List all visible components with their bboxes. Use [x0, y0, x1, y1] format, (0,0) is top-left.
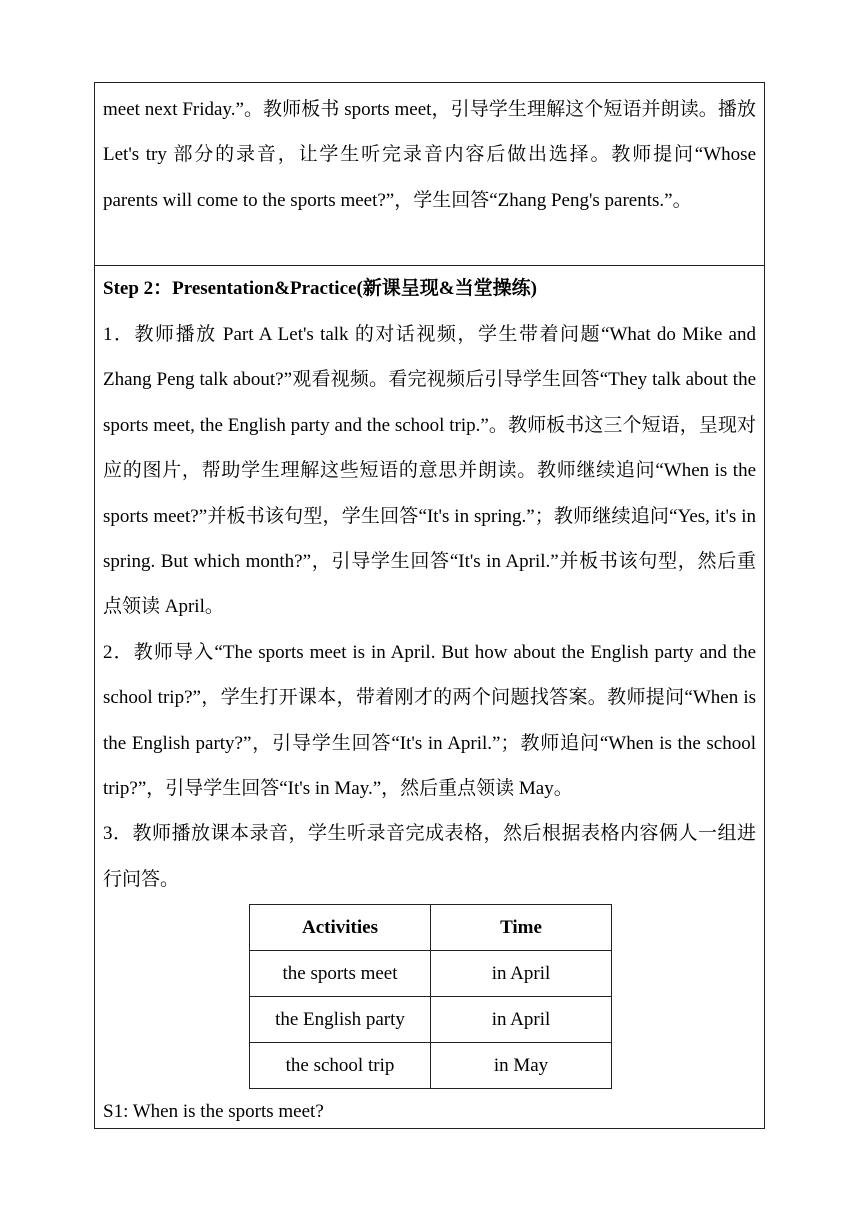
table-header-row: [250, 905, 612, 951]
step2-paragraph-2: 2．教师导入“The sports meet is in April. But how about the English party and the school trip?”，学生打开课本，带着刚才的两个问题找答案。教师提问“When is the English party?”，引导学生回答“It's in April.”；教师追问“When is the school trip?”，引导学生回答“It's in May.”，然后重点领读 May。: [103, 641, 756, 800]
table-row: [250, 951, 612, 997]
activities-time-table: [249, 904, 612, 1089]
step2-heading: Step 2：Presentation&Practice(新课呈现&当堂操练): [103, 278, 537, 299]
lesson-plan-table: [94, 82, 765, 1129]
time-cell: in April: [431, 997, 612, 1043]
step2-cell: [95, 266, 764, 1128]
table-row: [250, 997, 612, 1043]
previous-step-cell: [95, 83, 764, 266]
step2-paragraph-1: 1．教师播放 Part A Let's talk 的对话视频，学生带着问题“What do Mike and Zhang Peng talk about?”观看视频。看完视频后引导学生回答“They talk about the sports meet, the English party and the school trip.”。教师板书这三个短语，呈现对应的图片，帮助学生理解这些短语的意思并朗读。教师继续追问“When is the sports meet?”并板书该句型，学生回答“It's in spring.”；教师继续追问“Yes, it's in spring. But which month?”，引导学生回答“It's in April.”并板书该句型，然后重点领读 April。: [103, 324, 756, 618]
table-row: [250, 1043, 612, 1089]
dialog-line-s1: S1: When is the sports meet?: [103, 1101, 324, 1123]
activity-cell: the sports meet: [250, 951, 431, 997]
header-time: Time: [431, 905, 612, 951]
activity-cell: the school trip: [250, 1043, 431, 1089]
time-cell: in April: [431, 951, 612, 997]
header-activities: Activities: [250, 905, 431, 951]
time-cell: in May: [431, 1043, 612, 1089]
previous-step-text: meet next Friday.”。教师板书 sports meet，引导学生理解这个短语并朗读。播放 Let's try 部分的录音，让学生听完录音内容后做出选择。教师提问“Whose parents will come to the sports meet?”，学生回答“Zhang Peng's parents.”。: [103, 99, 756, 211]
step2-paragraph-3: 3．教师播放课本录音，学生听录音完成表格，然后根据表格内容俩人一组进行问答。: [103, 823, 756, 890]
activity-cell: the English party: [250, 997, 431, 1043]
